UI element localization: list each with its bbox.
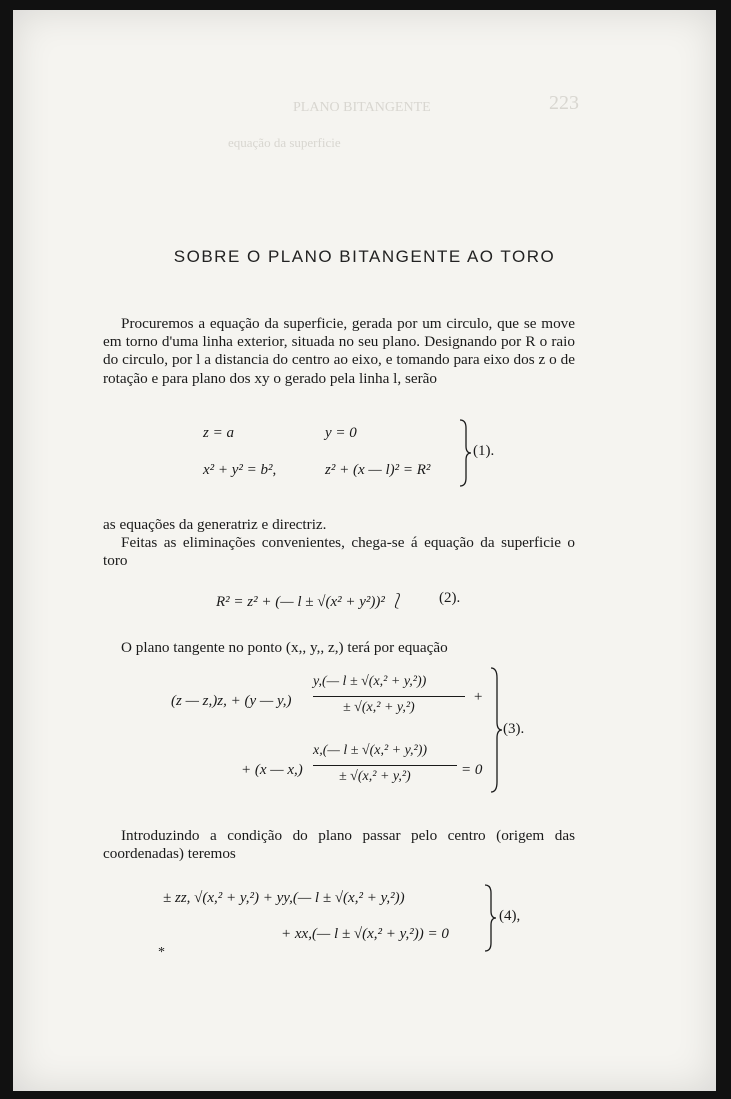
equation-3-line2-fraction-bar — [313, 765, 457, 766]
paragraph-center-condition — [103, 827, 575, 863]
brace-equation-1 — [458, 418, 472, 488]
equation-2-torus: R² = z² + (— l ± √(x² + y²))² ⎱ — [216, 594, 404, 610]
equation-1-directrix-circle: x² + y² = b², — [203, 462, 277, 478]
equation-3-line1-start: (z — z,)z, + (y — y,) — [171, 693, 292, 709]
equation-3-line1-end: + — [473, 689, 484, 705]
equation-3-label: (3). — [503, 721, 525, 737]
paragraph-center-condition-text: Introduzindo a condição do plano passar pelo centro (origem das coordenadas) teremos — [103, 827, 575, 863]
equation-2-label: (2). — [439, 590, 461, 606]
paragraph-tangent-plane-text: O plano tangente no ponto (x,, y,, z,) terá por equação — [121, 639, 448, 656]
paragraph-elimination — [103, 516, 575, 571]
equation-3-line1-fraction-bar — [313, 696, 465, 697]
equation-1-generatrix-z: z = a — [203, 425, 234, 441]
page-title: SOBRE O PLANO BITANGENTE AO TORO — [173, 247, 556, 266]
paragraph-intro-text: Procuremos a equação da superficie, gerada por um circulo, que se move em torno d'uma linha exterior, situada no seu plano. Designando por R o raio do circulo, por l a distancia do centro ao eixo, e tomando para eixo dos z o de rotação e para plano dos xy o gerado pela linha l, serão — [103, 315, 575, 387]
equation-4-line2: + xx,(— l ± √(x,² + y,²)) = 0 — [281, 926, 449, 942]
brace-equation-3 — [489, 666, 503, 794]
equation-3-line1-numerator: y,(— l ± √(x,² + y,²)) — [313, 674, 427, 689]
equation-3-line1-denominator: ± √(x,² + y,²) — [343, 700, 415, 715]
bleed-through-line: equação da superficie — [228, 135, 341, 150]
equation-3-line2-numerator: x,(— l ± √(x,² + y,²)) — [313, 743, 428, 758]
bleed-through-text: PLANO BITANGENTE — [293, 100, 431, 115]
paragraph-intro — [103, 315, 575, 388]
equation-1-label: (1). — [473, 443, 495, 459]
equation-3-line2-start: + (x — x,) — [241, 762, 303, 778]
equation-3-line2-end: = 0 — [461, 762, 483, 778]
paragraph-tangent-plane — [103, 639, 575, 657]
asterisk-mark: * — [158, 945, 165, 960]
equation-4-label: (4), — [499, 908, 521, 924]
equation-1-generatrix-y: y = 0 — [325, 425, 357, 441]
bleed-through-page-number: 223 — [549, 92, 579, 114]
equation-4-line1: ± zz, √(x,² + y,²) + yy,(— l ± √(x,² + y,²)) — [163, 890, 405, 906]
document-page — [13, 10, 716, 1091]
brace-equation-4 — [483, 883, 497, 953]
equation-3-line2-denominator: ± √(x,² + y,²) — [339, 769, 411, 784]
paragraph-elimination-line2: Feitas as eliminações convenientes, chega-se á equação da superficie o toro — [103, 534, 575, 570]
paragraph-elimination-line1: as equações da generatriz e directriz. — [103, 516, 327, 533]
equation-1-generatrix-circle: z² + (x — l)² = R² — [325, 462, 431, 478]
